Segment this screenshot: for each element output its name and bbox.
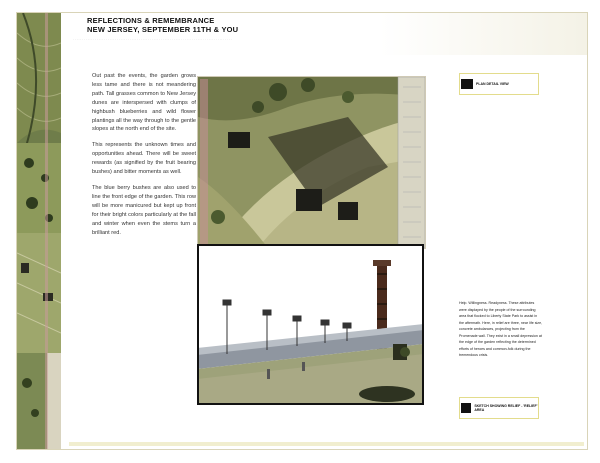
plan-detail-image [197, 76, 426, 249]
sketch-label-text: SKETCH SHOWING RELIEF - 'RELIEF' AREA [474, 403, 538, 412]
relief-caption: Help. Willingness. Readyness. These attributes were displayed by the people of the surrounding area that flocked to Liberty State Park to assist in the aftermath. Here, in relief are three, near life size, concrete ambulances, projecting from the Promenade wall. They exist in a small depression at the edge of the garden reflecting the determined efforts of heroes and common-folk during the tremendous crisis. [459, 301, 543, 357]
plan-detail-label-text: PLAN DETAIL VIEW [476, 81, 509, 86]
plan-detail-graphic [198, 77, 425, 248]
site-plan-strip [17, 13, 61, 449]
plan-detail-label [459, 73, 539, 95]
relief-sketch-graphic [197, 244, 424, 405]
bottom-rule [69, 442, 584, 446]
body-paragraph-2: This represents the unknown times and opportunities ahead. There will be sweet rewards (as signified by the fruit bearing bushes) and bitter moments as well. [92, 142, 196, 176]
board-header [69, 13, 587, 55]
relief-sketch-image [197, 244, 424, 405]
credits-line: · · · · · · · · · · · · · · · · · · · · · · · · · · · · · · · · · · · · · · · · · · · · · · · · · · · · · · · · · · · · · · · · · · · · · · · · · · · · · · · · · · · · · · · [73, 37, 232, 41]
body-paragraph-1: Out past the events, the garden grows less tame and there is not meandering path. Tall grasses common to New Jersey dunes are interspersed with clumps of highbush blueberries and wild flower plantings all the way through to the gentle slopes at the north end of the site. [92, 73, 196, 133]
body-text [92, 72, 196, 244]
body-paragraph-3: The blue berry bushes are also used to line the front edge of the garden. This row will be more manicured but kept up front for their bright colors particularly at the fall and winter when even the stems turn a brilliant red. [92, 184, 196, 236]
label-swatch [461, 403, 471, 413]
label-swatch [461, 79, 473, 89]
board-subtitle: NEW JERSEY, SEPTEMBER 11TH & YOU [87, 25, 239, 34]
sketch-label [459, 397, 539, 419]
site-plan-strip-graphic [17, 13, 61, 449]
board-title: REFLECTIONS & REMEMBRANCE [87, 16, 215, 25]
